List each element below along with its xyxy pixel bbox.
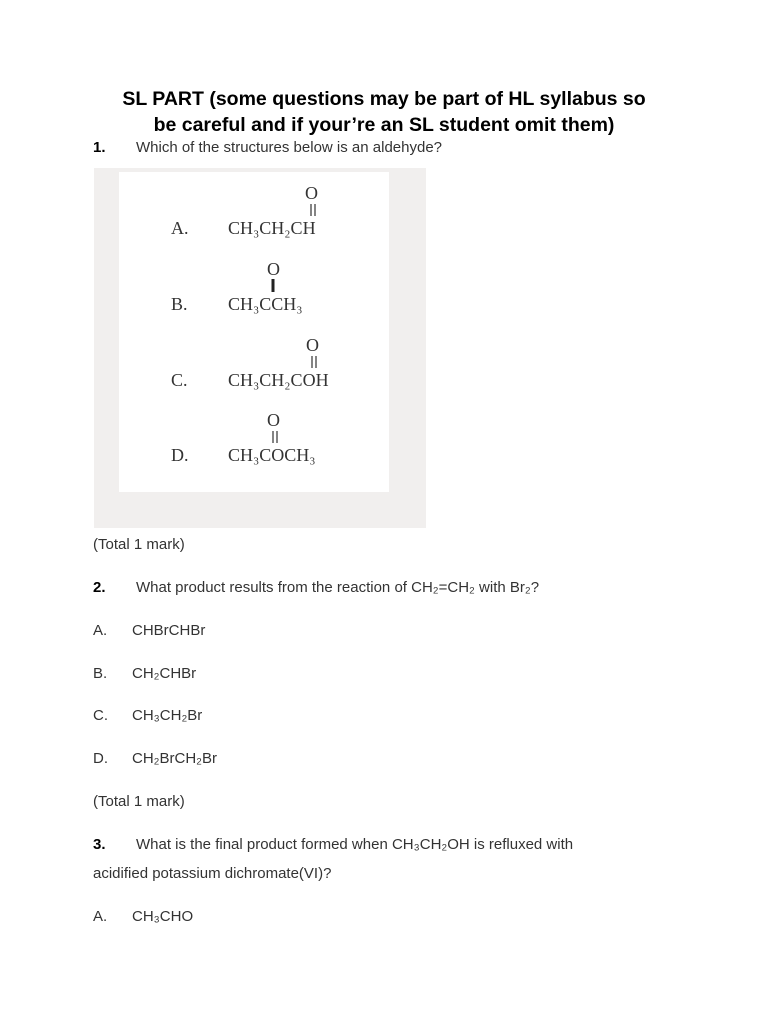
option-a-letter: A. <box>171 218 189 238</box>
option-d-letter: D. <box>171 445 189 465</box>
option-c-oxygen: O <box>306 335 319 355</box>
question-number: 3. <box>93 836 106 853</box>
option-d-text: CH₂BrCH₂Br <box>132 750 217 767</box>
question-text: What product results from the reaction of CH₂=CH₂ with Br₂? <box>136 579 540 596</box>
structures-diagram <box>119 172 389 492</box>
question-number: 1. <box>93 139 106 156</box>
option-c-letter: C. <box>93 707 108 724</box>
option-c-text: CH₃CH₂Br <box>132 707 203 724</box>
option-d-oxygen: O <box>267 410 280 430</box>
option-a-letter: A. <box>93 908 108 925</box>
option-b-text: CH₂CHBr <box>132 665 197 682</box>
option-a-text: CHBrCHBr <box>132 622 206 639</box>
option-a-text: CH₃CHO <box>132 908 194 925</box>
option-b-formula: CH₃CCH₃ <box>228 294 303 314</box>
option-a-letter: A. <box>93 622 108 639</box>
option-b-bond <box>272 279 275 292</box>
option-c-letter: C. <box>171 370 188 390</box>
option-a-formula: CH₃CH₂CH <box>228 218 316 238</box>
option-d-letter: D. <box>93 750 108 767</box>
option-b-letter: B. <box>171 294 188 314</box>
question-text: Which of the structures below is an aldehyde? <box>136 139 442 156</box>
total-mark: (Total 1 mark) <box>93 536 185 553</box>
structures-figure <box>119 172 389 492</box>
title-line-1: SL PART (some questions may be part of HL syllabus so <box>122 88 646 110</box>
option-d-formula: CH₃COCH₃ <box>228 445 316 465</box>
question-text-line-2: acidified potassium dichromate(VI)? <box>93 865 332 882</box>
total-mark: (Total 1 mark) <box>93 793 185 810</box>
question-text-line-1: What is the final product formed when CH₃CH₂OH is refluxed with <box>136 836 574 853</box>
question-number: 2. <box>93 579 106 596</box>
option-a-oxygen: O <box>305 183 318 203</box>
option-b-oxygen: O <box>267 259 280 279</box>
option-b-letter: B. <box>93 665 108 682</box>
option-c-formula: CH₃CH₂COH <box>228 370 329 390</box>
title-line-2: be careful and if your’re an SL student omit them) <box>153 114 615 136</box>
